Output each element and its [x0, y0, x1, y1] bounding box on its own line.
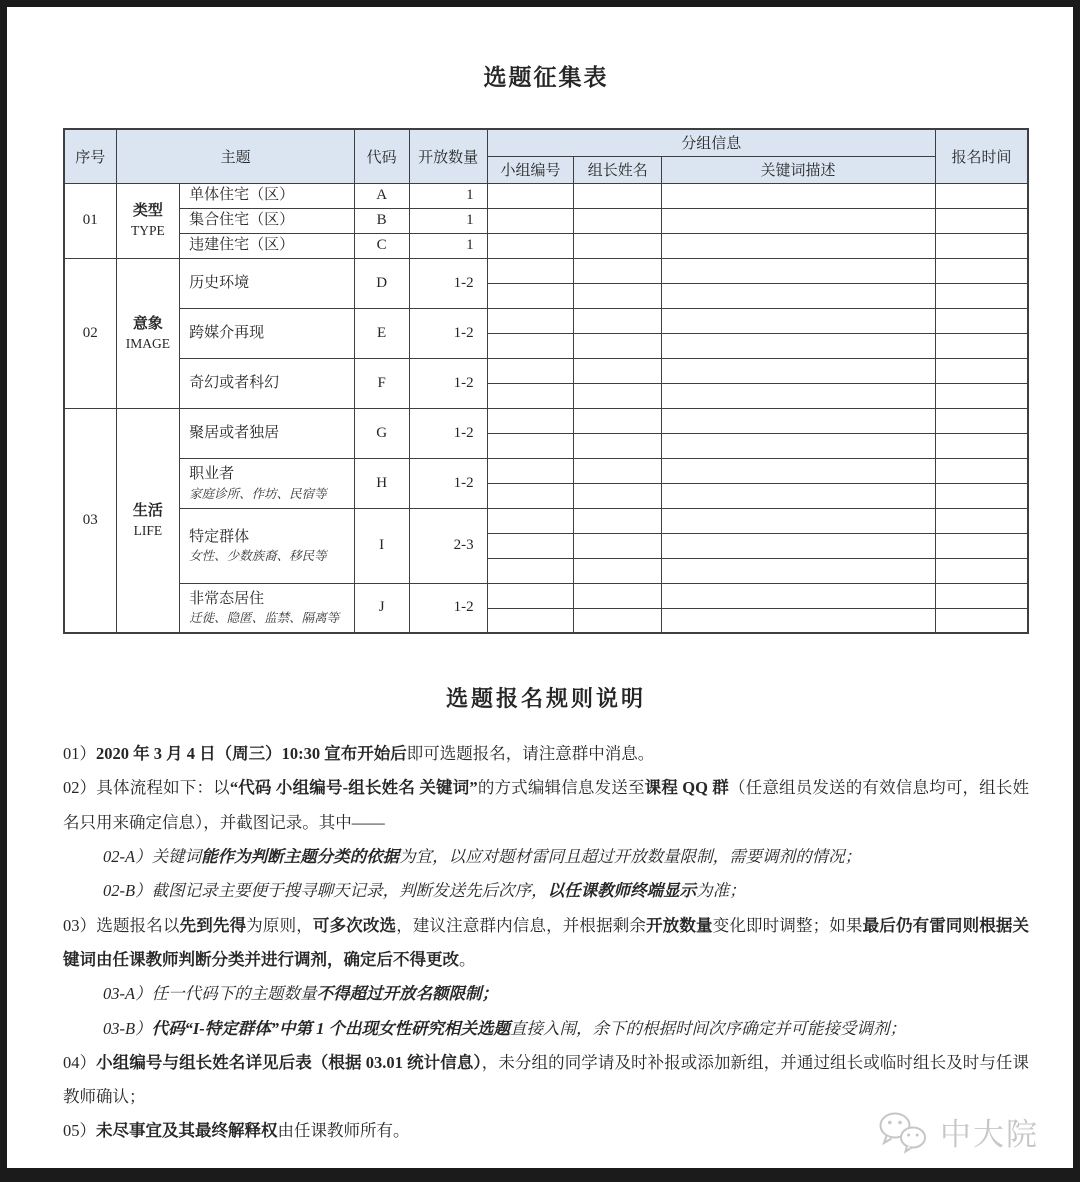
qty-cell: 1 — [409, 208, 487, 233]
form-title: 选题征集表 — [483, 65, 609, 90]
group-no-cell — [487, 558, 574, 583]
code-cell: H — [354, 458, 409, 508]
document-content — [7, 59, 1073, 1149]
text-run: 开放数量 — [646, 915, 713, 935]
table-row — [64, 358, 1028, 383]
text-run: 03）选题报名以 — [63, 915, 180, 935]
leader-name-cell — [574, 283, 662, 308]
qty-cell: 1-2 — [409, 258, 487, 308]
group-no-cell — [487, 458, 574, 483]
topic-collection-table — [63, 128, 1029, 634]
signup-time-cell — [935, 608, 1028, 633]
leader-name-cell — [574, 358, 662, 383]
signup-time-cell — [935, 583, 1028, 608]
section-category — [116, 408, 180, 633]
signup-time-cell — [935, 458, 1028, 483]
leader-name-cell — [574, 233, 662, 258]
signup-time-cell — [935, 558, 1028, 583]
rule-03-b — [63, 1012, 1029, 1046]
keywords-cell — [662, 458, 936, 483]
code-cell: J — [354, 583, 409, 633]
table-row — [64, 258, 1028, 283]
leader-name-cell — [574, 608, 662, 633]
signup-time-cell — [935, 483, 1028, 508]
theme-name-cell: 集合住宅（区） — [180, 208, 354, 233]
table-row — [64, 308, 1028, 333]
keywords-cell — [662, 333, 936, 358]
text-run: 01） — [63, 744, 96, 763]
watermark — [876, 1109, 1039, 1154]
table-row — [64, 408, 1028, 433]
rule-02 — [63, 771, 1029, 840]
text-run: 以任课教师终端显示 — [547, 881, 697, 901]
code-cell: E — [354, 308, 409, 358]
code-cell: D — [354, 258, 409, 308]
qty-cell: 1-2 — [409, 308, 487, 358]
leader-name-cell — [574, 483, 662, 508]
document-page — [7, 7, 1073, 1168]
rule-02-b — [63, 874, 1029, 908]
category-en: LIFE — [133, 522, 163, 538]
keywords-cell — [662, 258, 936, 283]
text-run: 04） — [63, 1052, 97, 1072]
group-no-cell — [487, 233, 574, 258]
text-run: 直接入闱，余下的根据时间次序确定并可能接受调剂； — [510, 1018, 906, 1038]
code-cell: I — [354, 508, 409, 583]
header-theme: 主题 — [116, 129, 354, 183]
text-run: 最后仍有雷同则根据关键词由任课教师判断分类并进行调剂，确定后不得更改 — [63, 915, 1030, 969]
section-no: 02 — [64, 258, 116, 408]
group-no-cell — [487, 433, 574, 458]
keywords-cell — [662, 383, 936, 408]
theme-name-cell: 跨媒介再现 — [180, 308, 354, 358]
signup-time-cell — [935, 433, 1028, 458]
leader-name-cell — [574, 333, 662, 358]
rule-04 — [63, 1046, 1029, 1115]
text-run: 为准； — [696, 881, 746, 901]
code-cell: G — [354, 408, 409, 458]
theme-name-cell: 职业者 家庭诊所、作坊、民宿等 — [180, 458, 354, 508]
group-no-cell — [487, 533, 574, 558]
group-no-cell — [487, 358, 574, 383]
text-run: 02-B）截图记录主要便于搜寻聊天记录，判断发送先后次序， — [103, 881, 548, 901]
qty-cell: 1-2 — [409, 408, 487, 458]
header-signup-time: 报名时间 — [935, 129, 1028, 183]
rules-title: 选题报名规则说明 — [445, 686, 646, 711]
rule-01 — [63, 737, 1029, 771]
group-no-cell — [487, 183, 574, 208]
signup-time-cell — [935, 283, 1028, 308]
table-row — [64, 458, 1028, 483]
text-run: 课程 QQ 群 — [644, 778, 729, 798]
group-no-cell — [487, 333, 574, 358]
keywords-cell — [662, 608, 936, 633]
qty-cell: 2-3 — [409, 508, 487, 583]
watermark-label: 中大院 — [940, 1117, 1039, 1152]
keywords-cell — [662, 308, 936, 333]
category-cn: 意象 — [132, 315, 163, 332]
leader-name-cell — [574, 408, 662, 433]
qty-cell: 1-2 — [409, 358, 487, 408]
text-run: 可多次改选 — [312, 915, 397, 935]
signup-time-cell — [935, 333, 1028, 358]
category-cn: 生活 — [132, 502, 163, 519]
leader-name-cell — [574, 583, 662, 608]
category-cn: 类型 — [132, 203, 163, 220]
leader-name-cell — [574, 258, 662, 283]
leader-name-cell — [574, 433, 662, 458]
keywords-cell — [662, 558, 936, 583]
header-leader-name: 组长姓名 — [574, 156, 662, 183]
text-run: 由任课教师所有。 — [277, 1121, 410, 1141]
signup-time-cell — [935, 358, 1028, 383]
text-run: 先到先得 — [179, 915, 247, 935]
keywords-cell — [662, 583, 936, 608]
header-code: 代码 — [354, 129, 409, 183]
theme-name-cell: 奇幻或者科幻 — [180, 358, 354, 408]
text-run: 代码“I-特定群体”中第 1 个出现女性研究相关选题 — [151, 1018, 510, 1038]
leader-name-cell — [574, 183, 662, 208]
text-run: 2020 年 3 月 4 日（周三）10:30 宣布开始后 — [96, 744, 407, 763]
leader-name-cell — [574, 208, 662, 233]
table-row — [64, 583, 1028, 608]
section-no: 03 — [64, 408, 116, 633]
category-en: IMAGE — [125, 335, 170, 351]
keywords-cell — [662, 508, 936, 533]
leader-name-cell — [574, 533, 662, 558]
text-run: 为宜，以应对题材雷同且超过开放数量限制，需要调剂的情况； — [399, 846, 862, 866]
table-row — [64, 233, 1028, 258]
section-no: 01 — [64, 183, 116, 258]
code-cell: F — [354, 358, 409, 408]
text-run: 变化即时调整；如果 — [712, 915, 863, 935]
rule-03 — [63, 909, 1029, 978]
code-cell: A — [354, 183, 409, 208]
signup-time-cell — [935, 233, 1028, 258]
group-no-cell — [487, 583, 574, 608]
signup-time-cell — [935, 208, 1028, 233]
header-serial: 序号 — [64, 129, 116, 183]
keywords-cell — [662, 208, 936, 233]
keywords-cell — [662, 433, 936, 458]
header-group-info: 分组信息 — [487, 129, 935, 156]
group-no-cell — [487, 483, 574, 508]
table-row — [64, 208, 1028, 233]
text-run: 03-A）任一代码下的主题数量 — [103, 984, 317, 1004]
text-run: 05） — [63, 1121, 96, 1141]
keywords-cell — [662, 483, 936, 508]
text-run: 不得超过开放名额限制； — [316, 984, 499, 1004]
text-run: “代码 小组编号-组长姓名 关键词” — [229, 778, 478, 798]
qty-cell: 1-2 — [409, 458, 487, 508]
text-run: 03-B） — [103, 1018, 152, 1038]
code-cell: C — [354, 233, 409, 258]
wechat-icon — [876, 1110, 930, 1154]
theme-name-cell: 单体住宅（区） — [180, 183, 354, 208]
keywords-cell — [662, 283, 936, 308]
qty-cell: 1 — [409, 183, 487, 208]
text-run: 。 — [459, 949, 476, 969]
text-run: 小组编号与组长姓名详见后表（根据 03.01 统计信息） — [96, 1052, 482, 1072]
group-no-cell — [487, 258, 574, 283]
text-run: 02-A）关键词 — [103, 846, 202, 866]
group-no-cell — [487, 383, 574, 408]
signup-time-cell — [935, 258, 1028, 283]
text-run: 即可选题报名，请注意群中消息。 — [406, 744, 655, 763]
keywords-cell — [662, 358, 936, 383]
section-category — [116, 258, 180, 408]
keywords-cell — [662, 533, 936, 558]
leader-name-cell — [574, 508, 662, 533]
text-run: 的方式编辑信息发送至 — [477, 778, 645, 798]
header-open-qty: 开放数量 — [409, 129, 487, 183]
theme-name-cell: 聚居或者独居 — [180, 408, 354, 458]
theme-name-cell: 非常态居住 迁徙、隐匿、监禁、隔离等 — [180, 583, 354, 633]
text-run: 为原则， — [246, 915, 313, 935]
group-no-cell — [487, 408, 574, 433]
theme-name-cell: 特定群体 女性、少数族裔、移民等 — [180, 508, 354, 583]
text-run: 能作为判断主题分类的依据 — [201, 846, 400, 866]
text-run: 02）具体流程如下：以 — [63, 778, 230, 798]
group-no-cell — [487, 508, 574, 533]
table-row — [64, 508, 1028, 533]
theme-name-cell: 历史环境 — [180, 258, 354, 308]
qty-cell: 1-2 — [409, 583, 487, 633]
rule-03-a — [63, 977, 1029, 1011]
signup-time-cell — [935, 508, 1028, 533]
keywords-cell — [662, 183, 936, 208]
rule-02-a — [63, 840, 1029, 874]
text-run: 未尽事宜及其最终解释权 — [96, 1121, 278, 1141]
text-run: ，未分组的同学请及时补报或添加新组，并通过组长或临时组长及时与任课教师确认； — [63, 1052, 1030, 1107]
leader-name-cell — [574, 383, 662, 408]
group-no-cell — [487, 608, 574, 633]
theme-name-cell: 违建住宅（区） — [180, 233, 354, 258]
signup-time-cell — [935, 408, 1028, 433]
section-category — [116, 183, 180, 258]
table-row — [64, 183, 1028, 208]
keywords-cell — [662, 408, 936, 433]
header-group-no: 小组编号 — [487, 156, 574, 183]
leader-name-cell — [574, 308, 662, 333]
header-keywords: 关键词描述 — [662, 156, 936, 183]
code-cell: B — [354, 208, 409, 233]
keywords-cell — [662, 233, 936, 258]
signup-time-cell — [935, 383, 1028, 408]
group-no-cell — [487, 283, 574, 308]
qty-cell: 1 — [409, 233, 487, 258]
signup-time-cell — [935, 183, 1028, 208]
group-no-cell — [487, 208, 574, 233]
category-en: TYPE — [130, 223, 165, 239]
text-run: （任意组员发送的有效信息均可，组长姓名只用来确定信息），并截图记录。其中—— — [63, 778, 1030, 832]
signup-time-cell — [935, 308, 1028, 333]
text-run: ，建议注意群内信息，并根据剩余 — [396, 915, 647, 935]
leader-name-cell — [574, 558, 662, 583]
group-no-cell — [487, 308, 574, 333]
leader-name-cell — [574, 458, 662, 483]
signup-time-cell — [935, 533, 1028, 558]
